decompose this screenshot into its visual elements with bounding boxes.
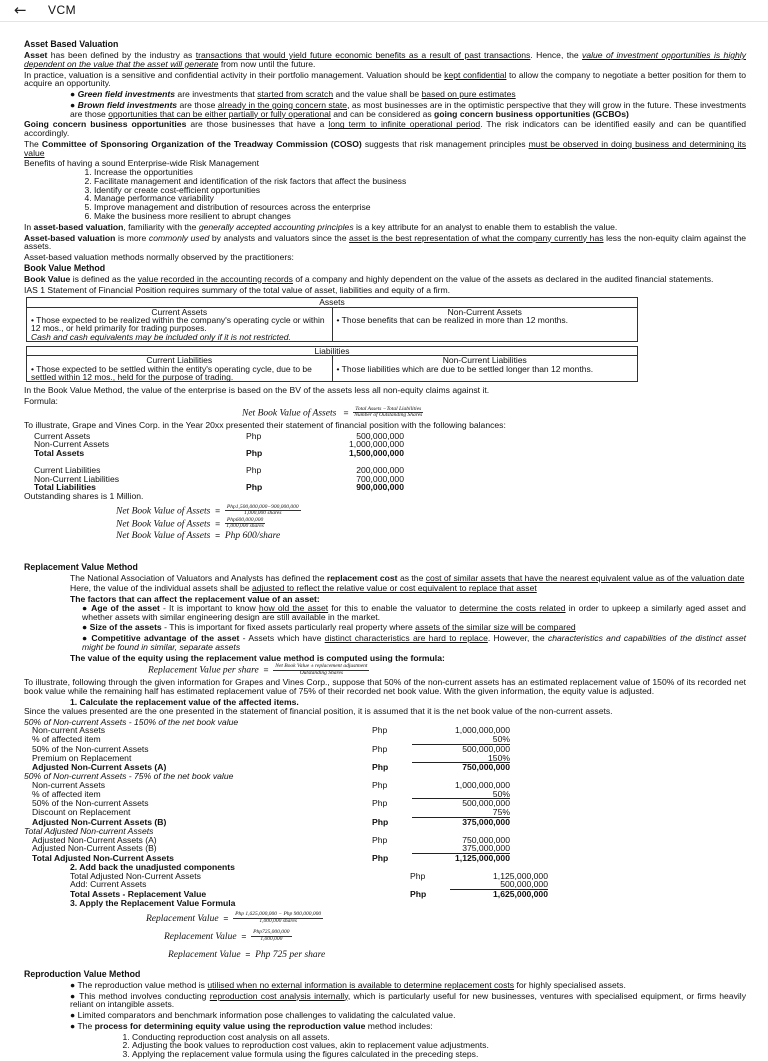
- row-amount: 500,000,000: [462, 798, 510, 809]
- row-currency: Php: [372, 762, 389, 773]
- paragraph: [70, 584, 746, 593]
- balance-list: [24, 466, 746, 492]
- row-label: Current Liabilities: [34, 464, 101, 475]
- row-currency: Php: [372, 779, 388, 790]
- formula-lhs: Replacement Value: [168, 949, 241, 960]
- formula-lhs: Replacement Value per share: [148, 665, 259, 676]
- text: This method involves conducting: [79, 990, 210, 1001]
- row-amount: 150%: [412, 754, 510, 764]
- cell-title: Current Liabilities: [146, 355, 213, 366]
- formula-lhs: Net Book Value of Assets: [242, 408, 337, 419]
- term: process for determining equity value using the reproduction value: [94, 1020, 366, 1031]
- row-label: Non-Current Assets: [34, 439, 109, 450]
- paragraph: [24, 234, 746, 252]
- text: is more: [115, 232, 149, 243]
- text: already in the going concern state: [217, 99, 348, 110]
- reproduction-steps: [70, 1033, 746, 1059]
- formula-fraction: [233, 912, 323, 924]
- text: of a company and highly dependent on the value of the assets as declared in the audited financial statements.: [292, 273, 714, 284]
- formula: Net Book Value of Assets = $\frac{\text{Total Assets −Total Liabilities}}{\text{Number of Outstanding Shares}}$: [242, 405, 423, 419]
- row-label: Adjusted Non-Current Assets (B): [32, 816, 167, 827]
- step-heading: 1. Calculate the replacement value of the affected items.: [70, 697, 299, 708]
- row-amount: 1,500,000,000: [349, 448, 404, 459]
- formula-result: Php 725 per share: [255, 949, 326, 960]
- paragraph: Since the values presented are the one presented in the statement of financial position, it is assumed that it is the net book value of the non-current assets.: [24, 705, 613, 716]
- row-currency: Php: [372, 798, 388, 809]
- section-heading-reproduction-value: Reproduction Value Method: [24, 968, 141, 979]
- row-label: 50% of the Non-current Assets: [32, 743, 149, 754]
- row-label: Non-current Assets: [32, 725, 106, 736]
- row-amount: 1,000,000,000: [455, 779, 510, 790]
- text: . The risk indicators can be identified easily and can be quantified accordingly.: [24, 119, 746, 139]
- paragraph: Asset-based valuation methods normally observed by the practitioners:: [24, 252, 294, 263]
- paragraph: [24, 223, 746, 232]
- bullet-item: ● Brown field investments are those already in the going concern state, as most businesses are in the optimistic perspective that they will grow in the future. These investments are those opportunities that can be either partially or fully operational and can be considered as going concern business opportunities (GCBOs): [70, 99, 746, 119]
- text: are investments that: [175, 89, 258, 100]
- row-amount: 1,125,000,000: [455, 853, 510, 864]
- text: characteristics and capabilities of the distinct asset might be found in similar, separate assets: [82, 633, 746, 652]
- row-amount: 500,000,000: [462, 743, 510, 754]
- text: based on pure estimates: [421, 89, 516, 100]
- term: Competitive advantage of the asset: [91, 633, 240, 644]
- numerator: Php725,000,000: [253, 929, 290, 936]
- row-amount: 1,000,000,000: [349, 439, 404, 450]
- list-item: 1. Conducting reproduction cost analysis on all assets.: [132, 1033, 746, 1042]
- current-liabilities-cell: [27, 356, 333, 382]
- text: from now until the future.: [218, 58, 316, 69]
- table-title: Liabilities: [27, 346, 638, 355]
- cell-title: Non-Current Assets: [447, 306, 522, 317]
- text: distinct characteristics are hard to replace: [324, 633, 488, 644]
- row-label: Total Adjusted Non-Current Assets: [32, 853, 174, 864]
- replacement-section: [24, 574, 746, 677]
- replacement-computation: Replacement Value = $\frac{\text{Php 1,625,000,000 − Php 900,000,000}}{\text{1,000,000 shares}}$ Replacement Value = $\frac{\text{Php725,000,000}}{1,000,000}$ Replacement Value = Php 725 per share: [146, 911, 326, 960]
- row-label: Adjusted Non-Current Assets (A): [32, 834, 157, 845]
- text: - It is important to know: [159, 602, 259, 613]
- list-item: 6. Make the business more resilient to abrupt changes: [94, 212, 746, 221]
- row-amount: 200,000,000: [356, 464, 404, 475]
- text: in order to upkeep a similarly aged asset and whether assets with similar engineering design are still available in the market.: [82, 602, 746, 622]
- denominator: 1,000,000: [260, 935, 283, 942]
- text: and the value shall be: [333, 89, 422, 100]
- text: In practice, valuation is a sensitive and confidential activity in their portfolio management. Valuation should be: [24, 69, 445, 80]
- formula: Replacement Value per share = $\frac{\text{Net Book Value ± replacement adjustment}}{\text{Outstanding Shares}}$: [148, 663, 368, 676]
- formula-lhs: Net Book Value of Assets: [116, 506, 211, 517]
- formula-fraction: [353, 407, 423, 419]
- app-header: [0, 0, 768, 22]
- row-label: Total Liabilities: [34, 482, 96, 493]
- row-amount: 50%: [412, 790, 510, 800]
- row-label: Premium on Replacement: [32, 752, 132, 763]
- bullet-item: ● Limited comparators and benchmark information pose challenges to validating the calculated value.: [70, 1010, 456, 1021]
- numerator: Total Assets −Total Liabilities: [355, 405, 422, 412]
- table-title: 50% of Non-current Assets - 150% of the net book value: [24, 716, 239, 727]
- adjustment-table-total: [24, 836, 746, 863]
- term: Green field investments: [77, 89, 176, 100]
- formula-fraction: [273, 664, 369, 676]
- paragraph: [24, 140, 746, 158]
- document-body: [24, 40, 746, 1061]
- text: The National Association of Valuators and Analysts has defined the: [70, 572, 327, 583]
- bullet-item: ● The process for determining equity value using the reproduction value method includes:: [70, 1020, 433, 1031]
- formula-lhs: Replacement Value: [164, 931, 237, 942]
- term: Going concern business opportunities: [24, 119, 187, 130]
- list-item: 2. Facilitate management and identification of the risk factors that affect the business: [94, 177, 746, 186]
- text: cost of similar assets that have the nearest equivalent value as of the valuation date: [425, 572, 745, 583]
- text: commonly used: [148, 232, 210, 243]
- text: by analysts and valuators since the: [209, 232, 350, 243]
- adjustment-table-a: [24, 726, 746, 772]
- text: are those: [177, 99, 218, 110]
- bullet-item: ● Age of the asset - It is important to know how old the asset for this to enable the valuator to determine the costs related in order to upkeep a similarly aged asset and whether assets with similar engineering design are still available in the market.: [82, 602, 746, 622]
- denominator: Outstanding Shares: [299, 669, 344, 676]
- equity-formula-heading: The value of the equity using the replacement value method is computed using the formula:: [70, 652, 445, 663]
- formula-fraction: [251, 930, 291, 942]
- row-currency: Php: [372, 743, 388, 754]
- row-currency: Php: [246, 464, 262, 475]
- text: method includes:: [365, 1020, 433, 1031]
- formula-fraction: [225, 518, 265, 530]
- text: is defined as the: [70, 273, 138, 284]
- cell-text: • Those expected to be realized within the company's operating cycle or within 12 mos., or held primarily for trading purposes.: [31, 314, 325, 334]
- row-amount: 75%: [412, 808, 510, 818]
- formula-lhs: Replacement Value: [146, 913, 219, 924]
- row-amount: 375,000,000: [412, 844, 510, 854]
- section-heading-replacement-value: Replacement Value Method: [24, 561, 138, 572]
- text: less the non-equity claim against the assets.: [24, 232, 746, 252]
- text: reproduction cost analysis internally: [209, 990, 348, 1001]
- table-row: [24, 799, 746, 808]
- text: suggests that risk management principles: [361, 138, 529, 149]
- factors-heading: The factors that can affect the replacement value of an asset:: [70, 594, 320, 605]
- paragraph: To illustrate, following through the given information for Grapes and Vines Corp., suppose that 50% of the non-current assets has an estimated replacement value of 150% of its recorded net book value while the remaining half has estimated replacement value of 75% of their recorded net book value. With the given information, the equity value is adjusted.: [24, 677, 746, 697]
- term: Asset: [24, 49, 48, 60]
- numerator: Php 1,625,000,000 − Php 900,000,000: [235, 911, 322, 918]
- paragraph: [24, 51, 746, 69]
- text: . Hence, the: [530, 49, 583, 60]
- text: Here, the value of the individual assets shall be: [70, 583, 253, 594]
- outstanding-shares: Outstanding shares is 1 Million.: [24, 491, 144, 502]
- text: assets of the similar size will be compared: [415, 622, 576, 633]
- benefits-list: [24, 168, 746, 221]
- row-amount: 500,000,000: [356, 430, 404, 441]
- table-row: [24, 781, 746, 790]
- row-currency: Php: [372, 816, 389, 827]
- row-label: Non-current Assets: [32, 779, 106, 790]
- formula-lhs: Net Book Value of Assets: [116, 518, 211, 529]
- cell-text: • Those liabilities which are due to be settled longer than 12 months.: [336, 363, 594, 374]
- noncurrent-assets-cell: [332, 307, 638, 341]
- row-label: Total Assets - Replacement Value: [70, 889, 207, 900]
- paragraph: To illustrate, Grape and Vines Corp. in the Year 20xx presented their statement of financial position with the following balances:: [24, 419, 506, 430]
- cell-text: • Those benefits that can be realized in more than 12 months.: [336, 314, 569, 325]
- list-item: 4. Manage performance variability: [94, 194, 746, 203]
- text: as the: [397, 572, 426, 583]
- row-amount: 1,000,000,000: [455, 725, 510, 736]
- row-label: % of affected item: [32, 734, 101, 745]
- text: opportunities that can be either partially or fully operational: [108, 108, 331, 119]
- formula-lhs: Net Book Value of Assets: [116, 531, 211, 542]
- denominator: 1,000,000 shares: [226, 523, 264, 530]
- term: Asset-based valuation: [24, 232, 116, 243]
- row-currency: Php: [372, 834, 388, 845]
- text: In: [24, 221, 34, 232]
- text: - Assets which have: [239, 633, 325, 644]
- row-currency: Php: [410, 870, 426, 881]
- row-label: Add: Current Assets: [70, 879, 147, 890]
- text: and can be considered as: [330, 108, 435, 119]
- row-label: Current Assets: [34, 430, 91, 441]
- numerator: Net Book Value ± replacement adjustment: [275, 663, 368, 670]
- row-label: 50% of the Non-current Assets: [32, 798, 149, 809]
- cell-title: Current Assets: [151, 306, 208, 317]
- term: going concern business opportunities (GCBOs): [434, 108, 629, 119]
- arrow-left-icon[interactable]: ←: [14, 0, 27, 19]
- table-title: Total Adjusted Non-current Assets: [24, 825, 154, 836]
- section-heading-asset-based: Asset Based Valuation: [24, 39, 119, 49]
- text: , familiarity with the: [123, 221, 199, 232]
- text: long term to infinite operational period: [328, 119, 481, 130]
- list-item: 1. Increase the opportunities: [94, 168, 746, 177]
- text: The reproduction value method is: [77, 979, 208, 990]
- row-currency: Php: [246, 448, 263, 459]
- text: how old the asset: [258, 602, 329, 613]
- reproduction-section: [24, 981, 746, 1059]
- text: kept confidential: [444, 69, 507, 80]
- term: asset-based valuation: [33, 221, 124, 232]
- row-label: % of affected item: [32, 788, 101, 799]
- cell-note: Cash and cash equivalents may be included only if it is not restricted.: [31, 331, 291, 342]
- term: Book Value: [24, 273, 71, 284]
- app-title: VCM: [48, 3, 77, 18]
- text: started from scratch: [257, 89, 334, 100]
- list-item: 5. Improve management and distribution of resources across the enterprise: [94, 203, 746, 212]
- row-label: Total Assets: [34, 448, 85, 459]
- row-amount: 700,000,000: [356, 473, 404, 484]
- bullet-item: ● The reproduction value method is utilised when no external information is available to determine replacement costs for highly specialised assets.: [70, 979, 626, 990]
- section-heading-book-value: Book Value Method: [24, 262, 106, 273]
- text: value of investment opportunities is highly dependent on the value that the asset will generate: [24, 49, 746, 69]
- paragraph: [24, 71, 746, 89]
- text: , which is particularly useful for new businesses, ventures with specialised equipment, or firms heavily reliant on intangible assets.: [70, 990, 746, 1010]
- term: Committee of Sponsoring Organization of the Treadway Commission (COSO): [41, 138, 362, 149]
- numerator: Php600,000,000: [226, 516, 264, 523]
- row-amount: 500,000,000: [450, 880, 548, 890]
- formula-result: Php 600/share: [224, 531, 281, 542]
- step-heading: 2. Add back the unadjusted components: [70, 861, 235, 872]
- bullet-item: ● Size of the assets - This is important for fixed assets particularly real property where assets of the similar size will be compared: [82, 622, 576, 633]
- text: generally accepted accounting principles: [198, 221, 354, 232]
- table-title: Assets: [27, 298, 638, 307]
- add-back-table: [24, 872, 746, 899]
- text: for highly specialised assets.: [514, 979, 626, 990]
- cell-title: Non-Current Liabilities: [442, 355, 527, 366]
- text: transactions that would yield future economic benefits as a result of past transactions: [195, 49, 531, 60]
- text: The: [77, 1020, 95, 1031]
- row-amount: 1,125,000,000: [493, 870, 548, 881]
- text: has been defined by the industry as: [47, 49, 196, 60]
- text: - This is important for fixed assets particularly real property where: [161, 622, 416, 633]
- row-currency: Php: [372, 853, 389, 864]
- row-amount: 750,000,000: [462, 762, 510, 773]
- list-item: 2. Adjusting the book values to reproduction cost values, akin to replacement value adjustments.: [132, 1041, 746, 1050]
- text: . However, the: [487, 633, 548, 644]
- term: replacement cost: [326, 572, 398, 583]
- text: value recorded in the accounting records: [137, 273, 293, 284]
- paragraph: In the Book Value Method, the value of the enterprise is based on the BV of the assets less all non-equity claims against it.: [24, 385, 490, 396]
- table-title: 50% of Non-current Assets - 75% of the net book value: [24, 771, 234, 782]
- table-row: [24, 726, 746, 735]
- paragraph: [24, 275, 746, 284]
- row-amount: 50%: [412, 735, 510, 745]
- denominator: 1,000,000 shares: [243, 510, 282, 517]
- book-value-computation: Net Book Value of Assets = $\frac{\text{Php1,500,000,000−900,000,000}}{\text{1,000,000 shares}}$ Net Book Value of Assets = $\frac{\text{Php600,000,000}}{\text{1,000,000 shares}}$ Net Book Value of Assets = Php 600/share: [116, 503, 299, 542]
- row-label: Adjusted Non-Current Assets (B): [32, 843, 157, 854]
- cell-text: • Those expected to be settled within the entity's operating cycle, due to be settled within 12 mos., held for the purpose of trading.: [31, 363, 312, 382]
- row-currency: Php: [246, 430, 262, 441]
- assets-table: [26, 297, 638, 342]
- row-amount: 375,000,000: [462, 816, 510, 827]
- table-row: [24, 745, 746, 754]
- text: Limited comparators and benchmark information pose challenges to validating the calculated value.: [77, 1010, 456, 1021]
- text: asset is the best representation of what the company currently has: [349, 232, 604, 243]
- liabilities-table: [26, 346, 638, 382]
- row-currency: Php: [246, 482, 263, 493]
- term: Age of the asset: [91, 602, 160, 613]
- row-label: Discount on Replacement: [32, 807, 131, 818]
- row-label: Total Adjusted Non-Current Assets: [70, 870, 201, 881]
- row-label: Non-Current Liabilities: [34, 473, 120, 484]
- step-heading: 3. Apply the Replacement Value Formula: [70, 897, 236, 908]
- formula-fraction: [225, 505, 301, 517]
- denominator: Number of Outstanding Shares: [354, 412, 423, 419]
- row-amount: 1,625,000,000: [493, 889, 548, 900]
- term: Size of the assets: [89, 622, 162, 633]
- text: are those businesses that have a: [186, 119, 329, 130]
- denominator: 1,000,000 shares: [259, 917, 297, 924]
- text: The: [24, 138, 42, 149]
- text: utilised when no external information is available to determine replacement costs: [207, 979, 515, 990]
- text: determine the costs related: [459, 602, 566, 613]
- balance-list: [24, 432, 746, 458]
- text: adjusted to reflect the relative value or cost equivalent to replace that asset: [252, 583, 537, 594]
- benefits-intro: Benefits of having a sound Enterprise-wide Risk Management: [24, 158, 260, 169]
- list-item: 3. Applying the replacement value formula using the figures calculated in the preceding steps.: [132, 1050, 746, 1059]
- table-row: [30, 449, 746, 458]
- paragraph: [24, 120, 746, 138]
- row-currency: Php: [410, 889, 427, 900]
- bullet-item: ● Competitive advantage of the asset - Assets which have distinct characteristics are hard to replace. However, the characteristics and capabilities of the distinct asset might be found in similar, separate assets: [82, 633, 746, 652]
- row-currency: Php: [372, 725, 388, 736]
- bullet-item: ● Green field investments are investments that started from scratch and the value shall be based on pure estimates: [70, 89, 516, 100]
- text: must be observed in doing business and determining its value: [24, 138, 746, 158]
- numerator: Php1,500,000,000−900,000,000: [226, 503, 299, 510]
- row-amount: 900,000,000: [356, 482, 404, 493]
- text: is a key attribute for an analyst to enable them to establish the value.: [353, 221, 618, 232]
- noncurrent-liabilities-cell: [332, 356, 638, 382]
- term: Brown field investments: [77, 99, 178, 110]
- bullet-item: ● This method involves conducting reproduction cost analysis internally, which is particularly useful for new businesses, ventures with specialised equipment, or firms heavily reliant on intangible assets.: [70, 990, 746, 1010]
- row-amount: 750,000,000: [462, 834, 510, 845]
- formula-label: Formula:: [24, 396, 58, 407]
- text: to allow the company to negotiate a better position for them to acquire an opportunity.: [24, 69, 746, 89]
- paragraph: [70, 574, 746, 583]
- text: for this to enable the valuator to: [328, 602, 460, 613]
- list-item: 3. Identify or create cost-efficient opportunities: [94, 186, 746, 195]
- paragraph: IAS 1 Statement of Financial Position requires summary of the total value of asset, liabilities and equity of a firm.: [24, 284, 451, 295]
- text: , as most businesses are in the optimistic perspective that they will grow in the future. These investments are those: [70, 99, 746, 119]
- adjustment-table-b: [24, 781, 746, 827]
- row-label: Adjusted Non-Current Assets (A): [32, 762, 167, 773]
- current-assets-cell: [27, 307, 333, 341]
